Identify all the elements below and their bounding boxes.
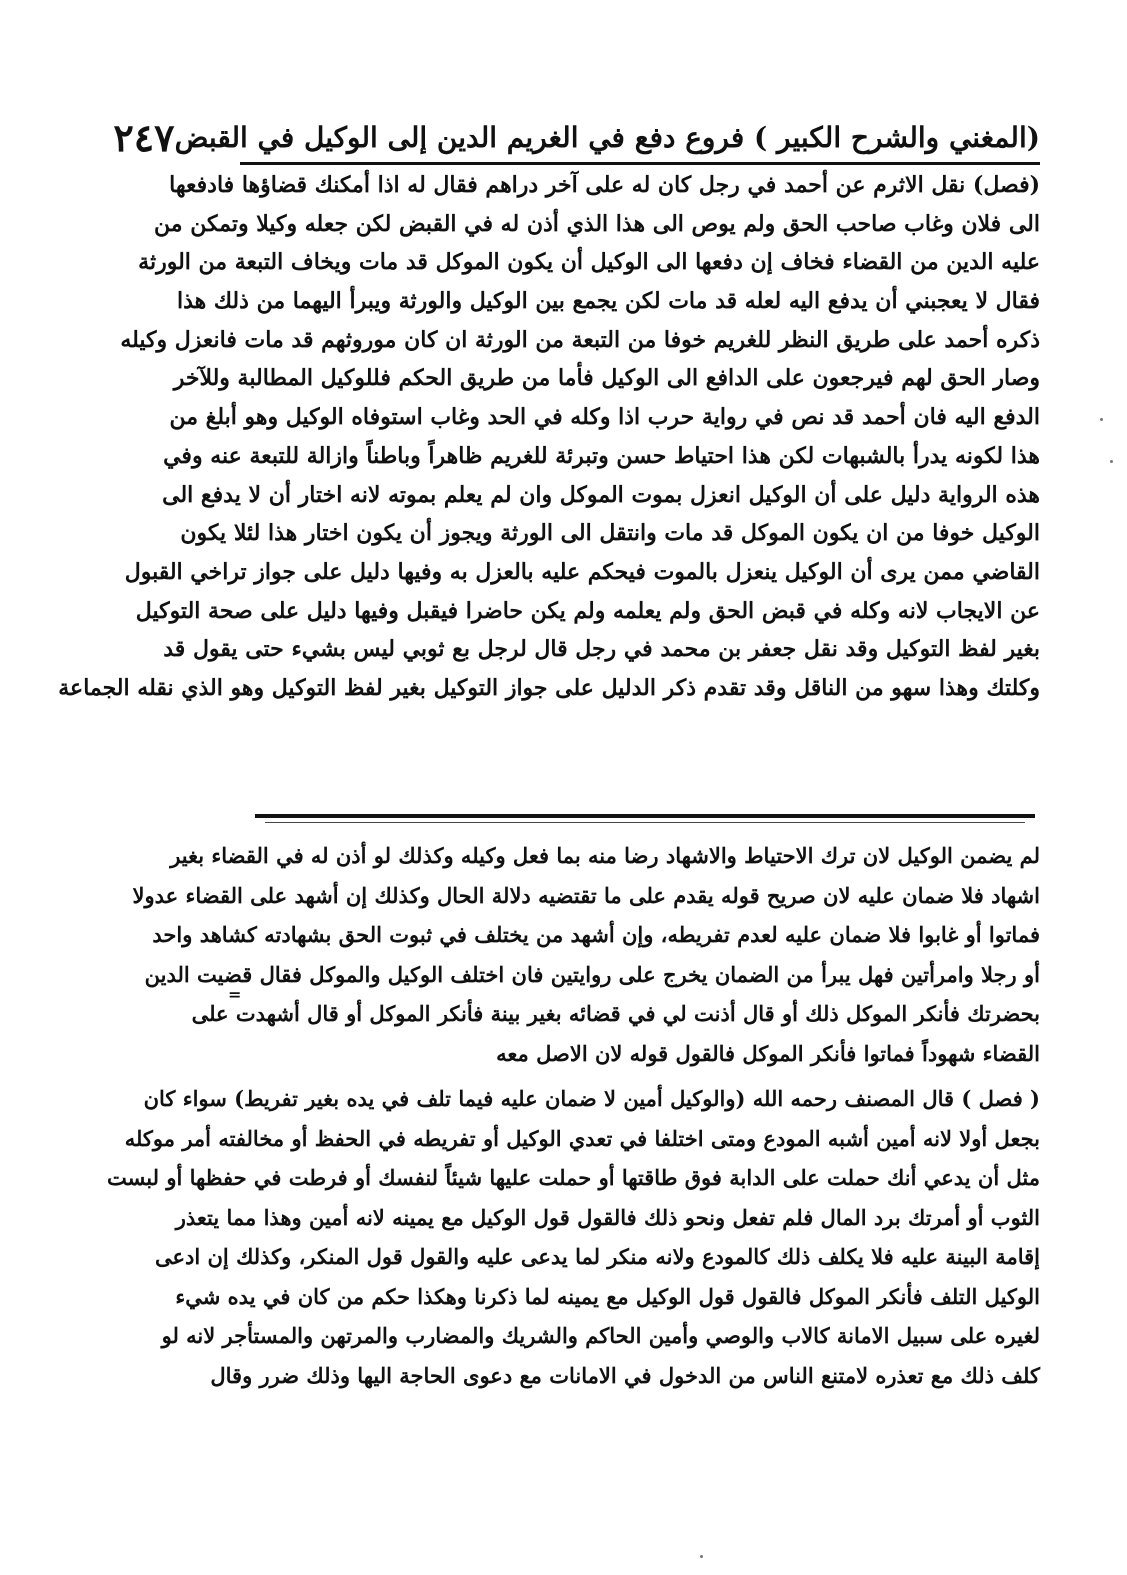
sharh-text-line: كلف ذلك مع تعذره لامتنع الناس من الدخول في الامانات مع دعوى الحاجة اليها وذلك ضرر وقال xyxy=(210,1362,1040,1388)
scan-speck xyxy=(1100,418,1103,421)
main-text-line: فقال لا يعجبني أن يدفع اليه لعله قد مات لكن يجمع بين الوكيل والورثة ويبرأ اليهما من ذلك هذا xyxy=(176,288,1040,315)
sharh-text-line: بجعل أولا لانه أمين أشبه المودع ومتى اختلفا في تعدي الوكيل أو تفريطه في الحفظ أو مخالفته أمر موكله xyxy=(124,1125,1040,1151)
sharh-text-line: إقامة البينة عليه فلا يكلف ذلك كالمودع ولانه منكر لما يدعى عليه والقول قول المنكر، وكذلك إن ادعى xyxy=(154,1244,1040,1269)
sharh-text-line: فماتوا أو غابوا فلا ضمان عليه لعدم تفريطه، وإن أشهد من يختلف في ثبوت الحق بشهادته كشاهد واحد xyxy=(152,922,1040,947)
main-text-line: (فصل) نقل الاثرم عن أحمد في رجل كان له على آخر دراهم فقال له اذا أمكنك قضاؤها فادفعها xyxy=(169,172,1040,198)
header-rule xyxy=(240,162,1040,165)
sharh-text-line: الثوب أو أمرتك برد المال فلم تفعل ونحو ذلك فالقول قول الوكيل مع يمينه لانه أمين وهذا مما يتعذر xyxy=(175,1204,1040,1230)
sharh-text-line: مثل أن يدعي أنك حملت على الدابة فوق طاقتها أو حملت عليها شيئاً لنفسك أو فرطت في حفظها أو لبست xyxy=(106,1165,1040,1190)
scan-speck xyxy=(1110,460,1113,463)
header-title: (المغني والشرح الكبير ) فروع دفع في الغريم الدين إلى الوكيل في القبض xyxy=(174,120,1040,154)
sharh-text-line: لم يضمن الوكيل لان ترك الاحتياط والاشهاد رضا منه بما فعل وكيله وكذلك لو أذن له في القضاء بغير xyxy=(170,843,1040,868)
running-header xyxy=(113,112,1040,162)
main-text-line: الوكيل خوفا من ان يكون الموكل قد مات وانتقل الى الورثة ويجوز أن يكون اختار هذا لئلا يكون xyxy=(180,520,1040,547)
section-divider-thin xyxy=(265,822,1025,823)
main-text-line: ذكره أحمد على طريق النظر للغريم خوفا من التبعة من الورثة ان كان موروثهم قد مات فانعزل وكيله xyxy=(120,326,1040,353)
page-number: ٢٤٧ xyxy=(113,114,175,160)
sharh-text-block xyxy=(106,836,1040,1456)
main-text-block xyxy=(58,166,1040,798)
main-text-line: الى فلان وغاب صاحب الحق ولم يوص الى هذا الذي أذن له في القبض لكن جعله وكيلا وتمكن من xyxy=(154,210,1040,237)
section-divider xyxy=(255,814,1035,818)
main-text-line: وكلتك وهذا سهو من الناقل وقد تقدم ذكر الدليل على جواز التوكيل بغير لفظ التوكيل وهو الذي نقله الجماعة xyxy=(58,674,1040,701)
main-text-line: هذه الرواية دليل على أن الوكيل انعزل بموت الموكل وان لم يعلم بموته لانه اختار أن لا يدفع الى xyxy=(162,481,1040,508)
sharh-text-line: القضاء شهوداً فماتوا فأنكر الموكل فالقول قوله لان الاصل معه xyxy=(496,1040,1040,1066)
sharh-text-line: أو رجلا وامرأتين فهل يبرأ من الضمان يخرج على روايتين فان اختلف الوكيل والموكل فقال قضيت الدين xyxy=(144,961,1040,987)
main-text-line: عليه الدين من القضاء فخاف إن دفعها الى الوكيل أن يكون الموكل قد مات ويخاف التبعة من الورثة xyxy=(138,249,1040,276)
scan-speck xyxy=(700,1555,703,1558)
sharh-text-line: بحضرتك فأنكر الموكل ذلك أو قال أذنت لي في قضائه بغير بينة فأنكر الموكل أو قال أشهدت على xyxy=(191,1001,1040,1026)
main-text-line: عن الايجاب لانه وكله في قبض الحق ولم يعلمه ولم يكن حاضرا فيقبل وفيها دليل على صحة التوكيل xyxy=(135,597,1040,624)
sharh-text-line: ( فصل ) قال المصنف رحمه الله (والوكيل أمين لا ضمان عليه فيما تلف في يده بغير تفريط) سواء كان xyxy=(143,1086,1040,1111)
sharh-text-line: الوكيل التلف فأنكر الموكل فالقول قول الوكيل مع يمينه لما ذكرنا وهكذا حكم من كان في يده شيء xyxy=(175,1283,1040,1309)
sharh-text-line: اشهاد فلا ضمان عليه لان صريح قوله يقدم على ما تقتضيه دلالة الحال وكذلك إن أشهد على القضاء عدولا xyxy=(132,882,1040,908)
sharh-text-line: لغيره على سبيل الامانة كالاب والوصي وأمين الحاكم والشريك والمضارب والمرتهن والمستأجر لانه لو xyxy=(161,1323,1040,1348)
main-text-line: الدفع اليه فان أحمد قد نص في رواية حرب اذا وكله في الحد وغاب استوفاه الوكيل وهو أبلغ من xyxy=(169,404,1040,431)
main-text-line: القاضي ممن يرى أن الوكيل ينعزل بالموت فيحكم عليه بالعزل به وفيها دليل على جواز تراخي القبول xyxy=(124,558,1040,585)
main-text-line: بغير لفظ التوكيل وقد نقل جعفر بن محمد في رجل قال لرجل بع ثوبي ليس بشيء حتى يقول قد xyxy=(163,636,1040,663)
margin-mark: = xyxy=(228,985,242,1004)
main-text-line: وصار الحق لهم فيرجعون على الدافع الى الوكيل فأما من طريق الحكم فللوكيل المطالبة وللآخر xyxy=(173,365,1040,392)
main-text-line: هذا لكونه يدرأ بالشبهات لكن هذا احتياط حسن وتبرئة للغريم ظاهراً وباطناً وازالة للتبعة عنه وفي xyxy=(163,442,1040,469)
